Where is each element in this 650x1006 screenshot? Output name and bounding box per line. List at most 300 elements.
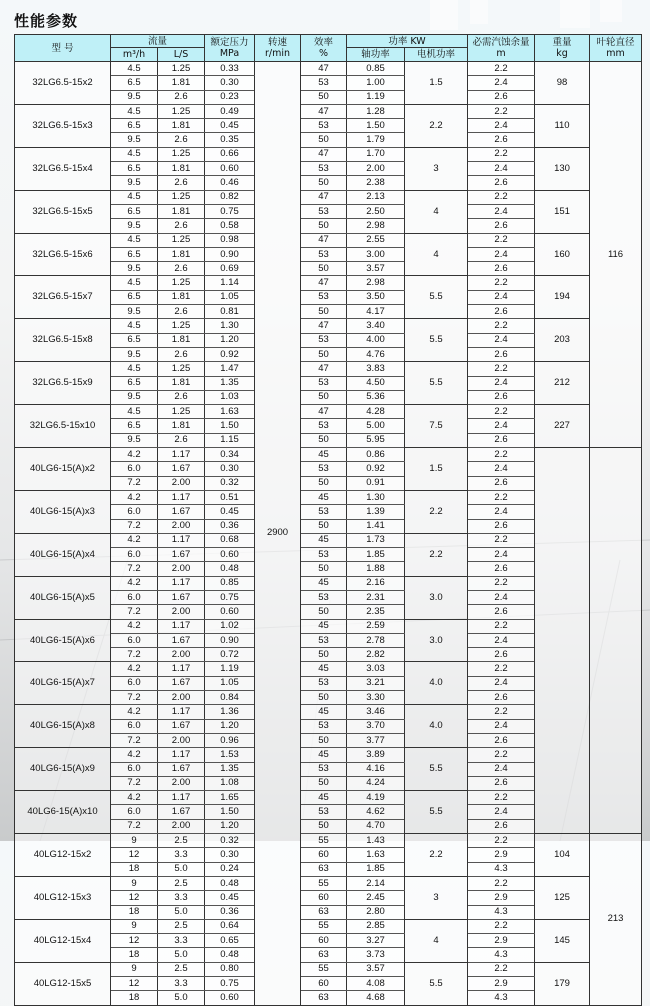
weight-cell: 179 <box>535 962 590 1005</box>
model-name-cell: 32LG6.5-15x8 <box>15 319 111 362</box>
flow-ls-cell: 1.25 <box>158 104 205 118</box>
pressure-cell: 0.92 <box>205 347 255 361</box>
pressure-cell: 0.82 <box>205 190 255 204</box>
npsh-cell: 2.4 <box>468 505 535 519</box>
flow-ls-cell: 2.6 <box>158 433 205 447</box>
efficiency-cell: 47 <box>301 276 347 290</box>
flow-m3h-cell: 12 <box>111 977 158 991</box>
flow-ls-cell: 2.6 <box>158 347 205 361</box>
flow-ls-cell: 5.0 <box>158 862 205 876</box>
pressure-cell: 0.68 <box>205 533 255 547</box>
flow-ls-cell: 3.3 <box>158 977 205 991</box>
flow-ls-cell: 1.25 <box>158 233 205 247</box>
pressure-cell: 0.24 <box>205 862 255 876</box>
shaft-power-cell: 4.50 <box>347 376 405 390</box>
pressure-cell: 0.96 <box>205 733 255 747</box>
weight-cell: 227 <box>535 405 590 448</box>
flow-m3h-cell: 4.2 <box>111 576 158 590</box>
motor-power-cell: 3 <box>405 876 468 919</box>
header-power: 功率 KW <box>347 35 468 48</box>
shaft-power-cell: 1.28 <box>347 104 405 118</box>
flow-m3h-cell: 18 <box>111 905 158 919</box>
npsh-cell: 2.2 <box>468 362 535 376</box>
motor-power-cell: 4.0 <box>405 705 468 748</box>
header-flow-ls: L/S <box>158 48 205 62</box>
flow-m3h-cell: 9.5 <box>111 305 158 319</box>
npsh-cell: 2.4 <box>468 204 535 218</box>
flow-m3h-cell: 4.5 <box>111 190 158 204</box>
pressure-cell: 0.45 <box>205 119 255 133</box>
flow-ls-cell: 1.25 <box>158 405 205 419</box>
shaft-power-cell: 3.70 <box>347 719 405 733</box>
pressure-cell: 0.72 <box>205 648 255 662</box>
flow-ls-cell: 1.25 <box>158 319 205 333</box>
shaft-power-cell: 0.91 <box>347 476 405 490</box>
efficiency-cell: 50 <box>301 648 347 662</box>
pressure-cell: 0.32 <box>205 476 255 490</box>
flow-m3h-cell: 6.0 <box>111 633 158 647</box>
weight-cell: 194 <box>535 276 590 319</box>
flow-ls-cell: 3.3 <box>158 848 205 862</box>
performance-parameters-table <box>14 34 642 1006</box>
npsh-cell: 2.6 <box>468 519 535 533</box>
flow-m3h-cell: 4.2 <box>111 791 158 805</box>
table-row <box>15 962 642 976</box>
pressure-cell: 0.30 <box>205 76 255 90</box>
weight-cell: 203 <box>535 319 590 362</box>
flow-m3h-cell: 18 <box>111 948 158 962</box>
flow-m3h-cell: 12 <box>111 848 158 862</box>
model-name-cell: 32LG6.5-15x9 <box>15 362 111 405</box>
flow-m3h-cell: 18 <box>111 991 158 1005</box>
efficiency-cell: 47 <box>301 147 347 161</box>
flow-m3h-cell: 6.0 <box>111 676 158 690</box>
flow-m3h-cell: 6.0 <box>111 762 158 776</box>
flow-ls-cell: 1.17 <box>158 705 205 719</box>
weight-cell: 130 <box>535 147 590 190</box>
npsh-cell: 2.6 <box>468 176 535 190</box>
motor-power-cell: 1.5 <box>405 62 468 105</box>
motor-power-cell: 3.0 <box>405 619 468 662</box>
npsh-cell: 2.4 <box>468 119 535 133</box>
pressure-cell: 0.66 <box>205 147 255 161</box>
flow-m3h-cell: 4.5 <box>111 319 158 333</box>
npsh-cell: 2.4 <box>468 376 535 390</box>
npsh-cell: 2.6 <box>468 90 535 104</box>
shaft-power-cell: 2.98 <box>347 276 405 290</box>
shaft-power-cell: 3.00 <box>347 247 405 261</box>
model-name-cell: 32LG6.5-15x4 <box>15 147 111 190</box>
flow-m3h-cell: 7.2 <box>111 733 158 747</box>
efficiency-cell: 53 <box>301 762 347 776</box>
header-weight-unit: kg <box>556 48 568 59</box>
efficiency-cell: 60 <box>301 848 347 862</box>
table-row <box>15 876 642 890</box>
efficiency-cell: 53 <box>301 290 347 304</box>
table-row <box>15 405 642 419</box>
npsh-cell: 2.6 <box>468 605 535 619</box>
flow-m3h-cell: 4.5 <box>111 276 158 290</box>
shaft-power-cell: 2.82 <box>347 648 405 662</box>
flow-ls-cell: 1.67 <box>158 633 205 647</box>
efficiency-cell: 45 <box>301 791 347 805</box>
flow-ls-cell: 1.67 <box>158 762 205 776</box>
efficiency-cell: 45 <box>301 448 347 462</box>
flow-ls-cell: 2.00 <box>158 562 205 576</box>
efficiency-cell: 53 <box>301 76 347 90</box>
pressure-cell: 0.90 <box>205 633 255 647</box>
npsh-cell: 2.6 <box>468 776 535 790</box>
flow-m3h-cell: 9 <box>111 834 158 848</box>
pressure-cell: 1.02 <box>205 619 255 633</box>
pressure-cell: 0.30 <box>205 848 255 862</box>
efficiency-cell: 60 <box>301 977 347 991</box>
flow-ls-cell: 3.3 <box>158 934 205 948</box>
impeller-diameter-cell <box>590 448 642 834</box>
shaft-power-cell: 1.85 <box>347 548 405 562</box>
motor-power-cell: 4.0 <box>405 662 468 705</box>
npsh-cell: 2.6 <box>468 733 535 747</box>
npsh-cell: 2.9 <box>468 848 535 862</box>
efficiency-cell: 53 <box>301 505 347 519</box>
motor-power-cell: 5.5 <box>405 362 468 405</box>
flow-ls-cell: 1.81 <box>158 419 205 433</box>
shaft-power-cell: 4.28 <box>347 405 405 419</box>
weight-cell: 98 <box>535 62 590 105</box>
flow-m3h-cell: 9 <box>111 962 158 976</box>
flow-m3h-cell: 6.5 <box>111 419 158 433</box>
pressure-cell: 1.65 <box>205 791 255 805</box>
pressure-cell: 0.35 <box>205 133 255 147</box>
efficiency-cell: 50 <box>301 605 347 619</box>
flow-m3h-cell: 4.2 <box>111 448 158 462</box>
pressure-cell: 1.20 <box>205 719 255 733</box>
efficiency-cell: 53 <box>301 376 347 390</box>
flow-m3h-cell: 6.5 <box>111 290 158 304</box>
efficiency-cell: 50 <box>301 305 347 319</box>
header-efficiency-label: 效率 <box>314 37 334 48</box>
flow-m3h-cell: 9.5 <box>111 133 158 147</box>
flow-m3h-cell: 6.5 <box>111 333 158 347</box>
shaft-power-cell: 2.59 <box>347 619 405 633</box>
flow-m3h-cell: 9.5 <box>111 433 158 447</box>
flow-m3h-cell: 6.5 <box>111 376 158 390</box>
flow-ls-cell: 1.67 <box>158 548 205 562</box>
efficiency-cell: 50 <box>301 347 347 361</box>
table-row <box>15 362 642 376</box>
npsh-cell: 2.4 <box>468 676 535 690</box>
motor-power-cell: 2.2 <box>405 104 468 147</box>
pressure-cell: 0.65 <box>205 934 255 948</box>
shaft-power-cell: 2.80 <box>347 905 405 919</box>
npsh-cell: 2.2 <box>468 104 535 118</box>
shaft-power-cell: 2.14 <box>347 876 405 890</box>
table-row <box>15 190 642 204</box>
header-flow-m3h: m³/h <box>111 48 158 62</box>
table-row <box>15 62 642 76</box>
flow-ls-cell: 3.3 <box>158 891 205 905</box>
header-pressure-label: 额定压力 <box>210 37 249 48</box>
shaft-power-cell: 1.79 <box>347 133 405 147</box>
table-body <box>15 62 642 1006</box>
efficiency-cell: 53 <box>301 333 347 347</box>
shaft-power-cell: 3.40 <box>347 319 405 333</box>
npsh-cell: 2.2 <box>468 276 535 290</box>
pressure-cell: 1.36 <box>205 705 255 719</box>
flow-ls-cell: 2.6 <box>158 90 205 104</box>
shaft-power-cell: 3.83 <box>347 362 405 376</box>
shaft-power-cell: 1.00 <box>347 76 405 90</box>
npsh-cell: 2.2 <box>468 834 535 848</box>
pressure-cell: 0.75 <box>205 590 255 604</box>
flow-ls-cell: 1.25 <box>158 362 205 376</box>
shaft-power-cell: 4.76 <box>347 347 405 361</box>
flow-ls-cell: 2.6 <box>158 133 205 147</box>
efficiency-cell: 53 <box>301 719 347 733</box>
efficiency-cell: 60 <box>301 934 347 948</box>
shaft-power-cell: 3.30 <box>347 691 405 705</box>
flow-m3h-cell: 9.5 <box>111 262 158 276</box>
npsh-cell: 2.2 <box>468 791 535 805</box>
efficiency-cell: 45 <box>301 533 347 547</box>
header-model: 型 号 <box>15 35 111 62</box>
efficiency-cell: 53 <box>301 419 347 433</box>
shaft-power-cell: 0.85 <box>347 62 405 76</box>
weight-cell: 125 <box>535 876 590 919</box>
pressure-cell: 1.53 <box>205 748 255 762</box>
npsh-cell: 2.4 <box>468 719 535 733</box>
page-title: 性能参数 <box>14 12 79 30</box>
pressure-cell: 0.36 <box>205 519 255 533</box>
flow-m3h-cell: 7.2 <box>111 562 158 576</box>
shaft-power-cell: 1.30 <box>347 490 405 504</box>
table-row <box>15 104 642 118</box>
impeller-diameter-cell: 116 <box>590 62 642 448</box>
efficiency-cell: 50 <box>301 390 347 404</box>
flow-ls-cell: 1.81 <box>158 376 205 390</box>
efficiency-cell: 50 <box>301 562 347 576</box>
pressure-cell: 0.64 <box>205 919 255 933</box>
npsh-cell: 2.6 <box>468 347 535 361</box>
npsh-cell: 2.6 <box>468 648 535 662</box>
model-name-cell: 40LG6-15(A)x4 <box>15 533 111 576</box>
model-name-cell: 40LG12-15x5 <box>15 962 111 1005</box>
efficiency-cell: 53 <box>301 204 347 218</box>
pressure-cell: 0.58 <box>205 219 255 233</box>
shaft-power-cell: 2.35 <box>347 605 405 619</box>
shaft-power-cell: 2.38 <box>347 176 405 190</box>
efficiency-cell: 45 <box>301 705 347 719</box>
flow-m3h-cell: 6.5 <box>111 247 158 261</box>
header-speed-unit: r/min <box>265 48 291 59</box>
flow-ls-cell: 1.67 <box>158 676 205 690</box>
npsh-cell: 2.2 <box>468 619 535 633</box>
npsh-cell: 2.2 <box>468 490 535 504</box>
flow-m3h-cell: 4.5 <box>111 233 158 247</box>
pressure-cell: 0.69 <box>205 262 255 276</box>
efficiency-cell: 53 <box>301 119 347 133</box>
efficiency-cell: 47 <box>301 319 347 333</box>
npsh-cell: 2.4 <box>468 548 535 562</box>
efficiency-cell: 45 <box>301 490 347 504</box>
model-name-cell: 32LG6.5-15x6 <box>15 233 111 276</box>
efficiency-cell: 63 <box>301 862 347 876</box>
efficiency-cell: 63 <box>301 948 347 962</box>
flow-m3h-cell: 4.2 <box>111 705 158 719</box>
flow-m3h-cell: 18 <box>111 862 158 876</box>
shaft-power-cell: 2.50 <box>347 204 405 218</box>
motor-power-cell: 1.5 <box>405 448 468 491</box>
header-impeller-unit: mm <box>606 48 625 59</box>
npsh-cell: 4.3 <box>468 948 535 962</box>
table-row <box>15 276 642 290</box>
flow-m3h-cell: 9.5 <box>111 90 158 104</box>
efficiency-cell: 50 <box>301 519 347 533</box>
weight-cell: 151 <box>535 190 590 233</box>
pressure-cell: 0.34 <box>205 448 255 462</box>
flow-m3h-cell: 4.5 <box>111 147 158 161</box>
shaft-power-cell: 4.24 <box>347 776 405 790</box>
table-row <box>15 448 642 462</box>
flow-m3h-cell: 6.5 <box>111 76 158 90</box>
flow-ls-cell: 2.00 <box>158 476 205 490</box>
pressure-cell: 0.60 <box>205 605 255 619</box>
header-npsh-label: 必需汽蚀余量 <box>472 37 530 48</box>
efficiency-cell: 53 <box>301 633 347 647</box>
efficiency-cell: 50 <box>301 133 347 147</box>
flow-ls-cell: 2.5 <box>158 876 205 890</box>
motor-power-cell: 5.5 <box>405 276 468 319</box>
flow-ls-cell: 1.81 <box>158 247 205 261</box>
flow-m3h-cell: 9.5 <box>111 347 158 361</box>
efficiency-cell: 50 <box>301 433 347 447</box>
pressure-cell: 0.98 <box>205 233 255 247</box>
motor-power-cell: 5.5 <box>405 319 468 362</box>
shaft-power-cell: 1.88 <box>347 562 405 576</box>
motor-power-cell: 2.2 <box>405 490 468 533</box>
npsh-cell: 2.6 <box>468 219 535 233</box>
flow-ls-cell: 2.00 <box>158 733 205 747</box>
flow-ls-cell: 1.17 <box>158 748 205 762</box>
pressure-cell: 1.05 <box>205 676 255 690</box>
model-name-cell: 32LG6.5-15x10 <box>15 405 111 448</box>
shaft-power-cell: 3.73 <box>347 948 405 962</box>
model-name-cell: 32LG6.5-15x3 <box>15 104 111 147</box>
shaft-power-cell: 4.08 <box>347 977 405 991</box>
flow-m3h-cell: 4.5 <box>111 62 158 76</box>
efficiency-cell: 55 <box>301 834 347 848</box>
pressure-cell: 0.23 <box>205 90 255 104</box>
efficiency-cell: 47 <box>301 405 347 419</box>
flow-m3h-cell: 12 <box>111 891 158 905</box>
pressure-cell: 1.50 <box>205 419 255 433</box>
efficiency-cell: 63 <box>301 905 347 919</box>
npsh-cell: 2.9 <box>468 934 535 948</box>
shaft-power-cell: 3.03 <box>347 662 405 676</box>
npsh-cell: 2.2 <box>468 533 535 547</box>
pressure-cell: 1.20 <box>205 333 255 347</box>
model-name-cell: 32LG6.5-15x7 <box>15 276 111 319</box>
efficiency-cell: 50 <box>301 90 347 104</box>
pressure-cell: 1.05 <box>205 290 255 304</box>
flow-ls-cell: 2.00 <box>158 519 205 533</box>
header-efficiency-unit: % <box>319 48 329 59</box>
efficiency-cell: 63 <box>301 991 347 1005</box>
flow-ls-cell: 1.67 <box>158 462 205 476</box>
npsh-cell: 2.4 <box>468 590 535 604</box>
flow-ls-cell: 1.17 <box>158 619 205 633</box>
npsh-cell: 2.2 <box>468 190 535 204</box>
header-pressure-unit: MPa <box>219 48 240 59</box>
pressure-cell: 0.33 <box>205 62 255 76</box>
npsh-cell: 2.2 <box>468 919 535 933</box>
shaft-power-cell: 4.16 <box>347 762 405 776</box>
pressure-cell: 0.36 <box>205 905 255 919</box>
table-row <box>15 319 642 333</box>
pressure-cell: 0.32 <box>205 834 255 848</box>
model-name-cell: 40LG6-15(A)x3 <box>15 490 111 533</box>
flow-ls-cell: 1.17 <box>158 662 205 676</box>
npsh-cell: 2.2 <box>468 705 535 719</box>
header-speed <box>255 35 301 62</box>
shaft-power-cell: 1.63 <box>347 848 405 862</box>
motor-power-cell: 4 <box>405 190 468 233</box>
pressure-cell: 0.49 <box>205 104 255 118</box>
pressure-cell: 1.63 <box>205 405 255 419</box>
flow-m3h-cell: 6.0 <box>111 505 158 519</box>
header-weight <box>535 35 590 62</box>
flow-ls-cell: 2.6 <box>158 219 205 233</box>
flow-ls-cell: 1.17 <box>158 576 205 590</box>
pressure-cell: 1.47 <box>205 362 255 376</box>
model-name-cell: 40LG12-15x4 <box>15 919 111 962</box>
flow-ls-cell: 2.6 <box>158 262 205 276</box>
shaft-power-cell: 3.77 <box>347 733 405 747</box>
npsh-cell: 2.2 <box>468 748 535 762</box>
efficiency-cell: 55 <box>301 876 347 890</box>
flow-ls-cell: 1.25 <box>158 190 205 204</box>
flow-m3h-cell: 4.2 <box>111 662 158 676</box>
shaft-power-cell: 2.45 <box>347 891 405 905</box>
npsh-cell: 2.6 <box>468 133 535 147</box>
shaft-power-cell: 1.50 <box>347 119 405 133</box>
pressure-cell: 0.60 <box>205 991 255 1005</box>
npsh-cell: 2.4 <box>468 633 535 647</box>
shaft-power-cell: 4.62 <box>347 805 405 819</box>
npsh-cell: 2.2 <box>468 62 535 76</box>
weight-cell: 110 <box>535 104 590 147</box>
shaft-power-cell: 4.19 <box>347 791 405 805</box>
flow-m3h-cell: 7.2 <box>111 605 158 619</box>
pressure-cell: 0.80 <box>205 962 255 976</box>
flow-ls-cell: 5.0 <box>158 991 205 1005</box>
flow-m3h-cell: 4.5 <box>111 104 158 118</box>
flow-m3h-cell: 4.2 <box>111 490 158 504</box>
flow-ls-cell: 1.81 <box>158 204 205 218</box>
npsh-cell: 2.2 <box>468 147 535 161</box>
pressure-cell: 0.75 <box>205 977 255 991</box>
flow-ls-cell: 2.00 <box>158 691 205 705</box>
efficiency-cell: 55 <box>301 919 347 933</box>
shaft-power-cell: 3.46 <box>347 705 405 719</box>
table-row <box>15 147 642 161</box>
efficiency-cell: 50 <box>301 476 347 490</box>
shaft-power-cell: 2.98 <box>347 219 405 233</box>
flow-m3h-cell: 4.5 <box>111 362 158 376</box>
header-impeller-diameter <box>590 35 642 62</box>
header-impeller-label: 叶轮直径 <box>596 37 635 48</box>
shaft-power-cell: 0.92 <box>347 462 405 476</box>
